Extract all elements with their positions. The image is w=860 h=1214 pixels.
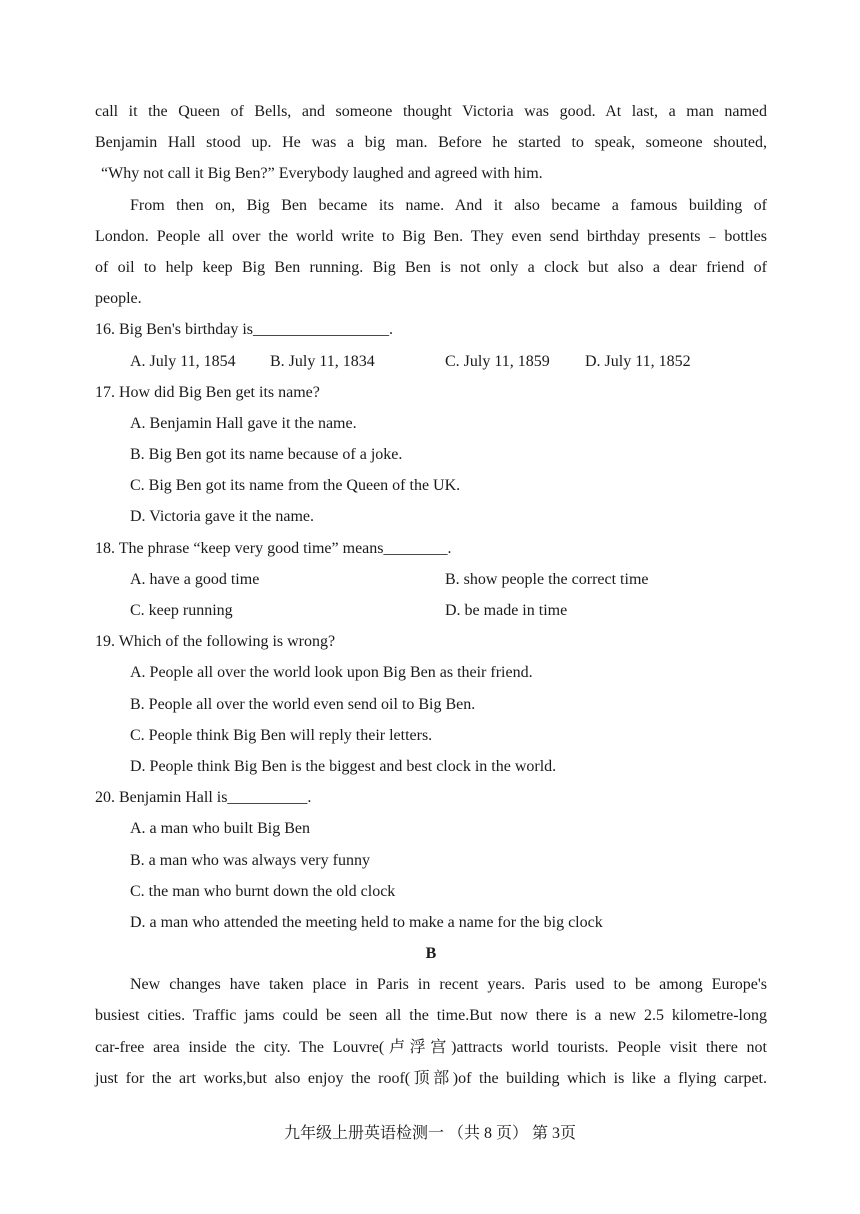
option-b: B. a man who was always very funny bbox=[130, 851, 370, 869]
option-b: B. Big Ben got its name because of a joke. bbox=[130, 446, 403, 464]
option-row bbox=[95, 346, 767, 377]
page-footer: 九年级上册英语检测一 （共 8 页） 第 3页 bbox=[283, 1125, 576, 1142]
option-d: D. People think Big Ben is the biggest and best clock in the world. bbox=[130, 757, 557, 775]
passage-line: of oil to help keep Big Ben running. Big Ben is not only a clock but also a dear friend of bbox=[95, 258, 767, 276]
option-d: D. July 11, 1852 bbox=[585, 352, 691, 370]
option-a: A. Benjamin Hall gave it the name. bbox=[130, 414, 357, 432]
passage-line: New changes have taken place in Paris in recent years. Paris used to be among Europe's bbox=[130, 976, 767, 994]
section-heading: B bbox=[425, 945, 437, 963]
option-b: B. July 11, 1834 bbox=[270, 352, 375, 370]
passage-line: call it the Queen of Bells, and someone thought Victoria was good. At last, a man named bbox=[95, 103, 767, 120]
option-a: A. July 11, 1854 bbox=[130, 352, 236, 370]
option-d: D. a man who attended the meeting held to make a name for the big clock bbox=[130, 913, 603, 931]
question-stem: 18. The phrase “keep very good time” means________. bbox=[95, 539, 452, 557]
passage-line: London. People all over the world write to Big Ben. They even send birthday presents﹣bottles bbox=[95, 227, 767, 245]
passage-line: From then on, Big Ben became its name. And it also became a famous building of bbox=[130, 196, 767, 214]
passage-line: Benjamin Hall stood up. He was a big man. Before he started to speak, someone shouted, bbox=[95, 134, 767, 152]
question-stem: 20. Benjamin Hall is__________. bbox=[95, 789, 312, 807]
option-b: B. People all over the world even send oil to Big Ben. bbox=[130, 695, 476, 713]
option-row bbox=[95, 595, 767, 626]
document-page bbox=[95, 96, 767, 1094]
option-b: B. show people the correct time bbox=[445, 570, 649, 588]
option-c: C. keep running bbox=[130, 602, 233, 619]
option-c: C. July 11, 1859 bbox=[445, 352, 550, 370]
option-d: D. be made in time bbox=[445, 602, 568, 619]
question-stem: 19. Which of the following is wrong? bbox=[95, 633, 336, 651]
passage-line: just for the art works,but also enjoy the roof(顶部)of the building which is like a flying carpet. bbox=[95, 1069, 767, 1087]
option-a: A. People all over the world look upon Big Ben as their friend. bbox=[130, 664, 533, 682]
option-row bbox=[95, 564, 767, 595]
option-a: A. have a good time bbox=[130, 570, 260, 588]
option-c: C. the man who burnt down the old clock bbox=[130, 882, 396, 900]
question-stem: 16. Big Ben's birthday is_________________. bbox=[95, 321, 393, 339]
passage-line: car-free area inside the city. The Louvre(卢浮宫)attracts world tourists. People visit there not bbox=[95, 1038, 767, 1056]
option-d: D. Victoria gave it the name. bbox=[130, 508, 315, 526]
passage-line: people. bbox=[95, 290, 142, 308]
question-stem: 17. How did Big Ben get its name? bbox=[95, 383, 320, 401]
option-a: A. a man who built Big Ben bbox=[130, 820, 310, 838]
option-c: C. People think Big Ben will reply their letters. bbox=[130, 726, 433, 744]
passage-line: “Why not call it Big Ben?” Everybody laughed and agreed with him. bbox=[101, 165, 543, 183]
option-c: C. Big Ben got its name from the Queen of the UK. bbox=[130, 477, 461, 495]
passage-line: busiest cities. Traffic jams could be seen all the time.But now there is a new 2.5 kilometre-long bbox=[95, 1007, 767, 1025]
